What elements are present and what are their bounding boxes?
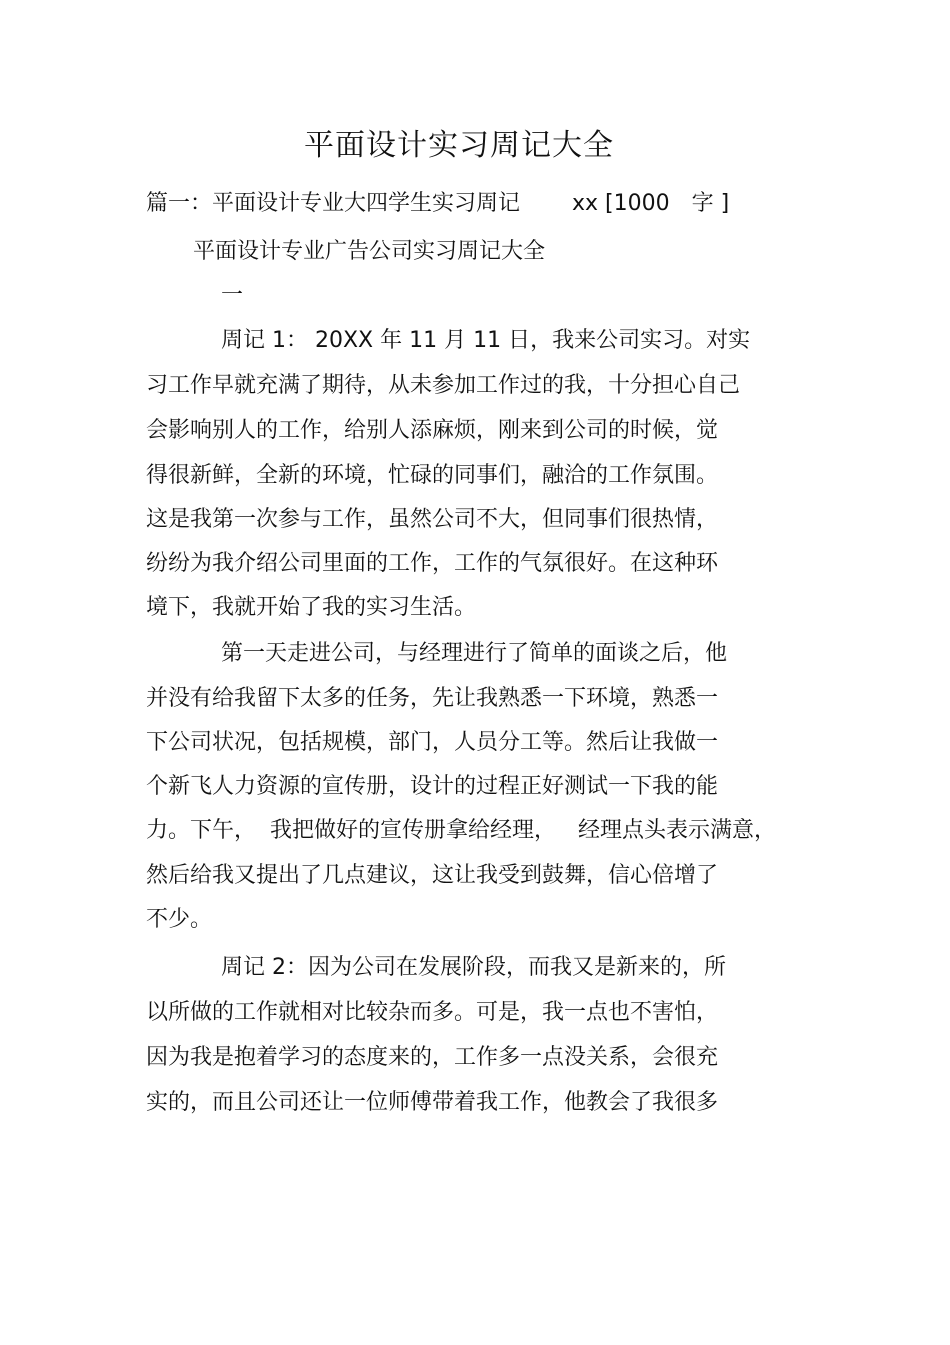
paragraph-line: 下公司状况，包括规模，部门，人员分工等。然后让我做一 bbox=[146, 730, 719, 755]
line-segment: 我把做好的宣传册拿给经理， bbox=[270, 818, 557, 843]
article-subheading: 平面设计专业广告公司实习周记大全 bbox=[193, 239, 546, 264]
paragraph-line: 会影响别人的工作，给别人添麻烦，刚来到公司的时候，觉 bbox=[146, 418, 719, 443]
line-segment: 经理点头表示满意， bbox=[578, 818, 777, 843]
article-heading bbox=[146, 182, 906, 226]
heading-word-unit: 字 ] bbox=[691, 191, 730, 216]
paragraph-line: 不少。 bbox=[146, 907, 213, 932]
paragraph-line-split bbox=[146, 809, 906, 853]
paragraph-line: 习工作早就充满了期待，从未参加工作过的我，十分担心自己 bbox=[146, 373, 741, 398]
paragraph-line: 个新飞人力资源的宣传册，设计的过程正好测试一下我的能 bbox=[146, 774, 719, 799]
paragraph-line: 纷纷为我介绍公司里面的工作，工作的气氛很好。在这种环 bbox=[146, 551, 719, 576]
paragraph-line: 以所做的工作就相对比较杂而多。可是，我一点也不害怕， bbox=[146, 1000, 719, 1025]
document-title: 平面设计实习周记大全 bbox=[304, 128, 614, 163]
paragraph-line: 实的，而且公司还让一位师傅带着我工作，他教会了我很多 bbox=[146, 1090, 719, 1115]
paragraph-line: 境下，我就开始了我的实习生活。 bbox=[146, 595, 477, 620]
paragraph-line: 周记 1： 20XX 年 11 月 11 日，我来公司实习。对实 bbox=[221, 328, 751, 353]
line-segment: 力。下午， bbox=[146, 818, 257, 843]
section-mark: 一 bbox=[221, 283, 244, 308]
paragraph-line: 得很新鲜，全新的环境，忙碌的同事们，融洽的工作氛围。 bbox=[146, 463, 719, 488]
paragraph-line: 然后给我又提出了几点建议，这让我受到鼓舞，信心倍增了 bbox=[146, 863, 719, 888]
paragraph-line: 第一天走进公司，与经理进行了简单的面谈之后，他 bbox=[221, 641, 728, 666]
heading-word-count: xx [1000 bbox=[572, 191, 670, 216]
paragraph-line: 并没有给我留下太多的任务，先让我熟悉一下环境，熟悉一 bbox=[146, 686, 719, 711]
paragraph-line: 这是我第一次参与工作，虽然公司不大，但同事们很热情， bbox=[146, 507, 719, 532]
heading-text: 篇一：平面设计专业大四学生实习周记 bbox=[146, 191, 521, 216]
paragraph-line: 周记 2：因为公司在发展阶段，而我又是新来的，所 bbox=[221, 955, 726, 980]
paragraph-line: 因为我是抱着学习的态度来的，工作多一点没关系，会很充 bbox=[146, 1045, 719, 1070]
